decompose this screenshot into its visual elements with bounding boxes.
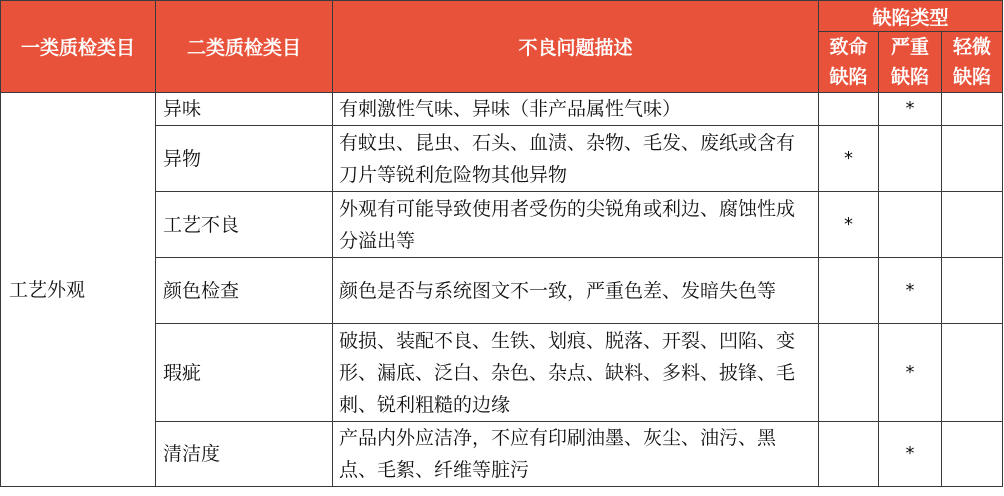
header-serious-defect: [879, 32, 942, 93]
table-row: [1, 93, 1003, 126]
description-cell: 有蚊虫、昆虫、石头、血渍、杂物、毛发、废纸或含有刀片等锐利危险物其他异物: [333, 126, 819, 192]
header-fatal-line1: 致命: [829, 36, 868, 58]
header-defect-type: 缺陷类型: [819, 1, 1003, 32]
fatal-mark: [819, 324, 879, 422]
header-row: [1, 1, 1003, 32]
serious-mark: [879, 126, 942, 192]
header-description: 不良问题描述: [333, 1, 819, 93]
description-cell: 外观有可能导致使用者受伤的尖锐角或利边、腐蚀性成分溢出等: [333, 192, 819, 258]
serious-mark: *: [879, 324, 942, 422]
header-fatal-line2: 缺陷: [829, 66, 868, 88]
serious-mark: *: [879, 422, 942, 487]
minor-mark: [942, 93, 1003, 126]
header-minor-line1: 轻微: [952, 36, 991, 58]
description-cell: 破损、装配不良、生铁、划痕、脱落、开裂、凹陷、变形、漏底、泛白、杂色、杂点、缺料、多料、披锋、毛刺、锐利粗糙的边缘: [333, 324, 819, 422]
category2-cell: 异物: [156, 126, 333, 192]
description-cell: 有刺激性气味、异味（非产品属性气味）: [333, 93, 819, 126]
serious-mark: *: [879, 258, 942, 324]
description-cell: 产品内外应洁净，不应有印刷油墨、灰尘、油污、黑点、毛絮、纤维等脏污: [333, 422, 819, 487]
header-minor-defect: [942, 32, 1003, 93]
header-category2: 二类质检类目: [156, 1, 333, 93]
fatal-mark: [819, 258, 879, 324]
fatal-mark: [819, 422, 879, 487]
header-category1: 一类质检类目: [1, 1, 156, 93]
header-fatal-defect: [819, 32, 879, 93]
minor-mark: [942, 258, 1003, 324]
minor-mark: [942, 324, 1003, 422]
category2-cell: 清洁度: [156, 422, 333, 487]
minor-mark: [942, 192, 1003, 258]
description-cell: 颜色是否与系统图文不一致，严重色差、发暗失色等: [333, 258, 819, 324]
minor-mark: [942, 126, 1003, 192]
serious-mark: *: [879, 93, 942, 126]
header-serious-line1: 严重: [890, 36, 929, 58]
fatal-mark: [819, 93, 879, 126]
minor-mark: [942, 422, 1003, 487]
header-serious-line2: 缺陷: [890, 66, 929, 88]
category2-cell: 瑕疵: [156, 324, 333, 422]
category1-cell: 工艺外观: [1, 93, 156, 487]
category2-cell: 异味: [156, 93, 333, 126]
fatal-mark: *: [819, 126, 879, 192]
serious-mark: [879, 192, 942, 258]
fatal-mark: *: [819, 192, 879, 258]
category2-cell: 颜色检查: [156, 258, 333, 324]
category2-cell: 工艺不良: [156, 192, 333, 258]
header-minor-line2: 缺陷: [952, 66, 991, 88]
